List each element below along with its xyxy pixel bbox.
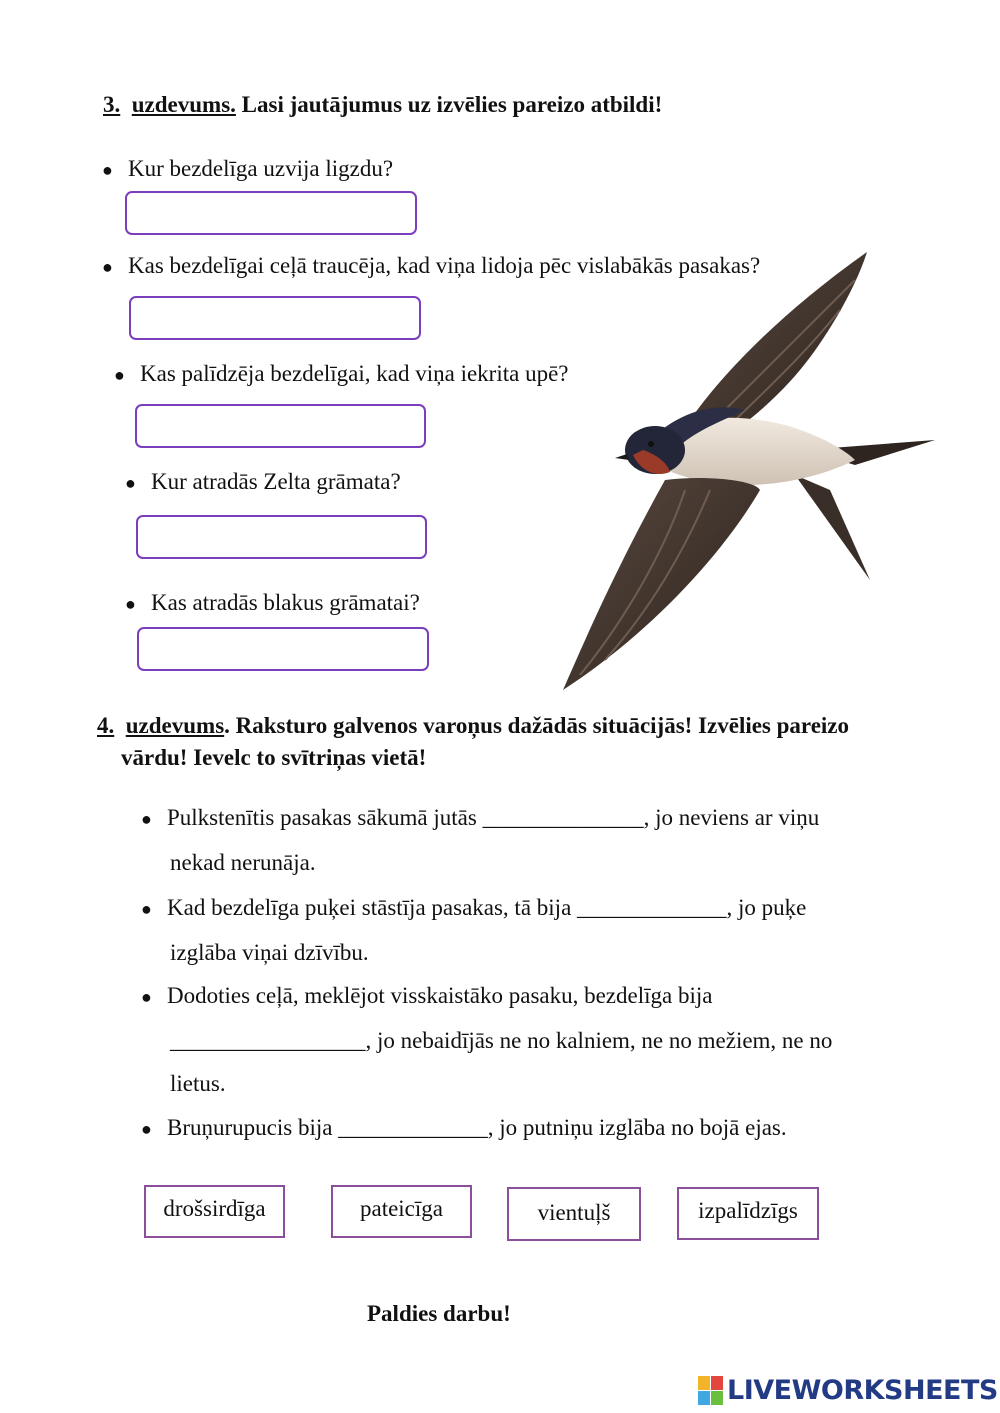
bullet-icon: ● — [141, 1119, 152, 1139]
question-text: Kur bezdelīga uzvija ligzdu? — [128, 156, 394, 181]
answer-box-5[interactable] — [137, 627, 429, 671]
answer-box-1[interactable] — [125, 191, 417, 235]
sentence-text: Bruņurupucis bija — [167, 1115, 339, 1140]
blank-2[interactable]: _____________ — [577, 895, 727, 920]
task4-heading — [97, 710, 947, 774]
word-option-drossirdiga[interactable]: drošsirdīga — [144, 1185, 285, 1238]
answer-input-5[interactable] — [139, 629, 427, 669]
bullet-icon: ● — [102, 160, 113, 180]
blank-3[interactable]: _________________ — [170, 1028, 366, 1053]
logo-icon — [698, 1376, 724, 1406]
question-text: Kas atradās blakus grāmatai? — [151, 590, 420, 615]
sentence-text: Pulkstenītis pasakas sākumā jutās — [167, 805, 483, 830]
blank-1[interactable]: ______________ — [482, 805, 644, 830]
sentence-2 — [141, 886, 921, 974]
task3-word: uzdevums. — [131, 92, 236, 117]
sentence-text: nekad nerunāja. — [170, 850, 316, 875]
bullet-icon: ● — [125, 473, 136, 493]
sentence-3 — [141, 974, 941, 1105]
word-option-vientuls[interactable]: vientuļš — [507, 1187, 641, 1241]
sentence-text: Kad bezdelīga puķei stāstīja pasakas, tā bija — [167, 895, 578, 920]
word-option-pateiciga[interactable]: pateicīga — [331, 1185, 472, 1238]
closing-text: Paldies darbu! — [367, 1301, 511, 1326]
bullet-icon: ● — [141, 987, 152, 1007]
task3-number: 3. — [103, 92, 121, 117]
sentence-text: , jo putniņu izglāba no bojā ejas. — [487, 1115, 787, 1140]
bullet-icon: ● — [141, 809, 152, 829]
task4-number: 4. — [97, 713, 115, 738]
task4-instruction-line1: . Raksturo galvenos varoņus dažādās situācijās! Izvēlies pareizo — [224, 713, 850, 738]
swallow-illustration — [555, 250, 940, 695]
question-1 — [102, 156, 393, 182]
bullet-icon: ● — [114, 365, 125, 385]
question-text: Kur atradās Zelta grāmata? — [151, 469, 401, 494]
question-4 — [125, 469, 401, 495]
sentence-4 — [141, 1106, 921, 1151]
answer-input-1[interactable] — [127, 193, 415, 233]
question-text: Kas palīdzēja bezdelīgai, kad viņa iekrita upē? — [140, 361, 569, 386]
sentence-text: , jo neviens ar viņu — [643, 805, 820, 830]
logo-text: LIVEWORKSHEETS — [727, 1375, 998, 1406]
sentence-1 — [141, 796, 921, 884]
question-5 — [125, 590, 420, 616]
bullet-icon: ● — [102, 257, 113, 277]
answer-input-3[interactable] — [137, 406, 424, 446]
sentence-text: lietus. — [170, 1071, 226, 1096]
bullet-icon: ● — [141, 899, 152, 919]
answer-input-2[interactable] — [131, 298, 419, 338]
task3-instruction: Lasi jautājumus uz izvēlies pareizo atbildi! — [241, 92, 663, 117]
sentence-text: , jo nebaidījās ne no kalniem, ne no mežiem, ne no — [365, 1028, 833, 1053]
liveworksheets-logo — [698, 1375, 998, 1406]
answer-box-4[interactable] — [136, 515, 427, 559]
task3-heading — [103, 92, 662, 118]
bullet-icon: ● — [125, 594, 136, 614]
sentence-text: izglāba viņai dzīvību. — [170, 940, 369, 965]
sentence-text: , jo puķe — [726, 895, 807, 920]
answer-input-4[interactable] — [138, 517, 425, 557]
answer-box-2[interactable] — [129, 296, 421, 340]
question-text: Kas bezdelīgai ceļā traucēja, kad viņa lidoja pēc vislabākās pasakas? — [128, 253, 761, 278]
task4-instruction-line2: vārdu! Ievelc to svītriņas vietā! — [121, 745, 427, 770]
task4-word: uzdevums — [125, 713, 225, 738]
blank-4[interactable]: _____________ — [338, 1115, 488, 1140]
question-3 — [114, 361, 569, 387]
sentence-text: Dodoties ceļā, meklējot visskaistāko pasaku, bezdelīga bija — [167, 983, 713, 1008]
word-option-izpalidzigs[interactable]: izpalīdzīgs — [677, 1187, 819, 1240]
answer-box-3[interactable] — [135, 404, 426, 448]
